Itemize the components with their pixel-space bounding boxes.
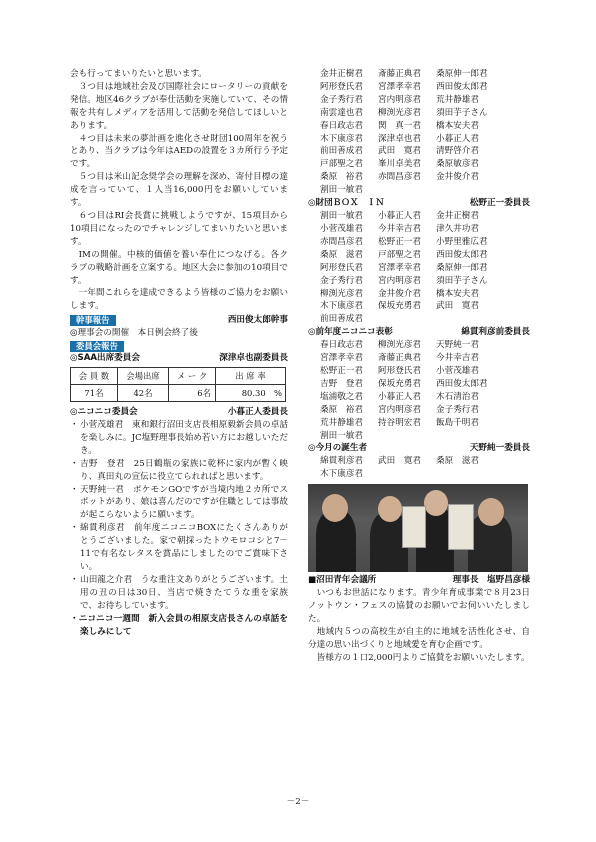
- birthday-person: 天野純一委員長: [469, 443, 530, 454]
- member-name: 今井幸吉君: [436, 353, 479, 364]
- member-name: 峯川卓美君: [378, 159, 421, 170]
- attendance-header: 会 員 数: [71, 368, 118, 385]
- member-name: 宮澤孝幸君: [320, 353, 363, 364]
- niko-item: [70, 574, 288, 613]
- attendance-header: 出 席 率: [216, 368, 286, 385]
- seinen-title: ■沼田青年会議所: [308, 575, 377, 586]
- niko-item: [70, 458, 288, 484]
- member-name: 飯島千明君: [436, 417, 479, 428]
- message-paragraph: ６つ目はRI会長賞に挑戦しようですが、15項目から10項目になったのでチャレンジしてまいりたいと思います。: [70, 210, 288, 247]
- member-name: 小野里雅広君: [436, 236, 488, 247]
- member-name: 前田善成君: [320, 314, 363, 325]
- member-name: 小菅茂雄君: [436, 366, 479, 377]
- member-name: 桑原 裕君: [320, 404, 363, 415]
- member-name: 金子秀行君: [320, 94, 363, 105]
- attendance-value: 71名: [71, 385, 118, 402]
- president-message: [70, 68, 288, 313]
- member-name: 木石清治君: [436, 391, 479, 402]
- message-paragraph: ３つ目は地域社会及び国際社会にロータリーの貢献を発信。地区46クラブが奉仕活動を実施していて、その情報を共有しメディアを活用して活動を発信してほしいとあります。: [70, 81, 288, 131]
- member-name: 割田一敏君: [320, 211, 363, 222]
- name-grid-top: [308, 68, 530, 197]
- member-name: 武田 寛君: [378, 456, 421, 467]
- member-name: 小暮正人君: [436, 133, 479, 144]
- member-name: 赤間昌彦君: [320, 236, 363, 247]
- member-name: 金井正樹君: [320, 69, 363, 79]
- member-name: 桑原伸一郎君: [436, 69, 488, 79]
- member-name: 武田 寛君: [378, 146, 421, 157]
- seinen-paragraph: 皆様方の１口2,000円よりご協賛をお願いいたします。: [316, 652, 530, 663]
- member-name: 桑原 滋君: [320, 249, 363, 260]
- zennendo-person: 綿貫利彦前委員長: [461, 327, 530, 338]
- committee-report-header: [70, 341, 288, 352]
- member-name: 戸部聖之君: [320, 159, 363, 170]
- zaidan-person: 松野正一委員長: [469, 198, 530, 209]
- member-name: 春日政志君: [320, 340, 363, 351]
- seinen-person: 理事長 塩野昌彦様: [452, 575, 530, 586]
- seinen-paragraph: 地域内５つの高校生が自主的に地域を活性化させ、自分達の思い出づくりと地域愛を育む企画です。: [308, 627, 530, 650]
- attendance-header: メ ー ク: [169, 368, 216, 385]
- member-name: 阿形登氏君: [378, 366, 421, 377]
- niko-item-text: 綿貫利彦君 前年度ニコニコBOXにたくさんありがとうございました。家で朝採ったトウモロコシと7－11で有名なレタスを賞品にしましたのでご賞味下さい。: [80, 523, 288, 572]
- saa-title: ◎SAA出席委員会: [70, 353, 140, 364]
- member-name: 柳渕光彦君: [320, 288, 363, 299]
- niko-person: 小暮正人委員長: [227, 407, 288, 418]
- member-name: 阿形登氏君: [320, 81, 363, 92]
- member-name: 金井俊介君: [436, 172, 479, 183]
- member-name: 割田一敏君: [320, 185, 363, 196]
- member-name: 綿貫利彦君: [320, 456, 363, 467]
- member-name: 斎藤正典君: [378, 353, 421, 364]
- member-name: 西田俊太郎君: [436, 81, 488, 92]
- member-name: 阿形登氏君: [320, 262, 363, 273]
- zennendo-title: ◎前年度ニコニコ表彰: [308, 327, 393, 338]
- member-name: 宮澤孝幸君: [378, 81, 421, 92]
- member-name: 持谷明宏君: [378, 417, 421, 428]
- saa-heading: [70, 352, 288, 365]
- bullet-dot: ・: [70, 420, 79, 431]
- member-name: 桑原敏彦君: [436, 159, 479, 170]
- niko-title: ◎ニコニコ委員会: [70, 407, 138, 418]
- bullet-dot: ・: [70, 458, 79, 469]
- niko-item-text: 小菅茂雄君 東和銀行沼田支店長相原毅新会員の卓話を楽しみに。JC塩野理事長始め若い方にお越しいただき。: [80, 420, 288, 456]
- left-column: [70, 68, 288, 638]
- member-name: 金子秀行君: [320, 275, 363, 286]
- member-name: 塩浦敬之君: [320, 391, 363, 402]
- member-name: 宮澤孝幸君: [378, 262, 421, 273]
- member-name: 前田善成君: [320, 146, 363, 157]
- niko-item: [70, 522, 288, 574]
- member-name: 吉野 登君: [320, 378, 363, 389]
- member-name: 荒井静雄君: [436, 94, 479, 105]
- attendance-table: [70, 367, 286, 402]
- member-name: 保坂充勇君: [378, 378, 421, 389]
- member-name: 割田一敏君: [320, 430, 363, 441]
- member-name: 桑原伸一郎君: [436, 262, 488, 273]
- member-name: 宮内明彦君: [378, 275, 421, 286]
- birthday-heading: [308, 442, 530, 455]
- member-name: 今井幸吉君: [378, 223, 421, 234]
- member-name: 南雲達也君: [320, 107, 363, 118]
- member-name: 保坂充勇君: [378, 301, 421, 312]
- message-paragraph: 会も行ってまいりたいと思います。: [70, 69, 207, 79]
- message-paragraph: ５つ目は米山記念奨学会の理解を深め、寄付目標の達成を言っていて、１人当16,000円をお願いしています。: [70, 172, 288, 209]
- page-number: －2－: [286, 797, 310, 807]
- saa-person: 深津卓也副委員長: [219, 353, 288, 364]
- member-name: 荒井静雄君: [320, 417, 363, 428]
- member-name: 武田 寛君: [436, 301, 479, 312]
- message-paragraph: IMの開催。中核的価値を養い奉仕につなげる。各クラブの戦略計画を立案する。地区大会に参加の10項目です。: [70, 249, 288, 286]
- seinen-heading: [308, 574, 530, 587]
- niko-item-text: 山田龍之介君 うな重注文ありがとうございます。土用の丑の日は30日、当店で焼きたてうな重を家族で、お待ちしています。: [80, 574, 288, 611]
- member-name: 橋本安夫君: [436, 120, 479, 131]
- member-name: 宮内明彦君: [378, 404, 421, 415]
- bullet-dot: ・: [70, 523, 79, 534]
- attendance-value: 6名: [169, 385, 216, 402]
- member-name: 小菅茂雄君: [320, 223, 363, 234]
- member-name: 深津卓也君: [378, 133, 421, 144]
- message-paragraph: ４つ目は未来の夢計画を進化させ財団100周年を祝うとあり、当クラブは今年はAEDの設置を３カ所行う予定です。: [70, 133, 288, 170]
- member-name: 春日政志君: [320, 120, 363, 131]
- birthday-title: ◎今月の誕生者: [308, 443, 368, 454]
- member-name: 赤間昌彦君: [378, 172, 421, 183]
- message-paragraph: 一年間これらを達成できるよう皆様のご協力をお願いします。: [70, 288, 288, 312]
- kanji-person: 西田俊太郎幹事: [227, 315, 288, 326]
- member-name: 戸部聖之君: [378, 249, 421, 260]
- member-name: 桑原 裕君: [320, 172, 363, 183]
- niko-week: ・ニコニコ一週間 新入会員の相原支店長さんの卓話を楽しみにして: [70, 613, 288, 637]
- attendance-header: 会場出席: [117, 368, 168, 385]
- member-name: 清野啓介君: [436, 146, 479, 157]
- niko-item-text: 吉野 登君 25日鶴瓶の家族に乾杯に家内が暫く映り、真田丸の宣伝に役立てられればと思います。: [80, 458, 288, 482]
- niko-item: [70, 419, 288, 458]
- kanji-report-tag: 幹事報告: [70, 315, 116, 326]
- member-name: 宮内明彦君: [378, 94, 421, 105]
- member-name: 津久井功君: [436, 223, 479, 234]
- member-name: 斎藤正典君: [378, 69, 421, 79]
- attendance-header-row: [71, 368, 286, 385]
- committee-report-tag: 委員会報告: [70, 341, 124, 352]
- niko-item-text: 天野純一君 ポケモンGOですが当境内地２カ所でスポットがあり、娘は喜んだのですが住職としては事故が起こらないように願います。: [80, 484, 288, 521]
- member-name: 金井俊介君: [378, 288, 421, 299]
- member-name: 木下康彦君: [320, 133, 363, 144]
- bullet-dot: ・: [70, 484, 79, 495]
- member-name: 橋本安夫君: [436, 288, 479, 299]
- member-name: 桑原 滋君: [436, 456, 479, 467]
- kanji-report-header: [70, 314, 288, 327]
- kanji-line: ◎理事会の開催 本日例会終了後: [70, 328, 198, 339]
- attendance-value: 80.30 %: [216, 385, 286, 402]
- niko-heading: [70, 406, 288, 419]
- member-name: 松野正一君: [378, 236, 421, 247]
- member-name: 松野正一君: [320, 366, 363, 377]
- member-name: 須田芋子さん: [436, 275, 488, 286]
- name-grid-zaidan: [308, 210, 530, 326]
- member-name: 木下康彦君: [320, 301, 363, 312]
- bullet-dot: ・: [70, 574, 79, 585]
- member-name: 西田俊太郎君: [436, 249, 488, 260]
- member-name: 関 真一君: [378, 120, 421, 131]
- zaidan-title: ◎財団ＢＯＸ ＩＮ: [308, 198, 385, 209]
- zaidan-heading: [308, 197, 530, 210]
- member-name: 天野純一君: [436, 340, 479, 351]
- member-name: 木下康彦君: [320, 469, 363, 480]
- name-grid-birthday: [308, 455, 530, 481]
- member-name: 柳渕光彦君: [378, 107, 421, 118]
- niko-item: [70, 484, 288, 523]
- member-name: 柳渕光彦君: [378, 340, 421, 351]
- member-name: 金子秀行君: [436, 404, 479, 415]
- member-name: 小暮正人君: [378, 211, 421, 222]
- member-name: 小暮正人君: [378, 391, 421, 402]
- right-column: [308, 68, 530, 665]
- attendance-value-row: [71, 385, 286, 402]
- seinen-paragraph: いつもお世話になります。青少年育成事業で８月23日ノットウン・フェスの協賛のお願いでお伺いいたしました。: [308, 588, 530, 625]
- jc-visit-photo: [308, 484, 528, 572]
- zennendo-heading: [308, 326, 530, 339]
- member-name: 金井正樹君: [436, 211, 479, 222]
- niko-list: [70, 419, 288, 613]
- attendance-value: 42名: [117, 385, 168, 402]
- name-grid-zennendo: [308, 339, 530, 442]
- member-name: 西田俊太郎君: [436, 378, 488, 389]
- member-name: 須田芋子さん: [436, 107, 488, 118]
